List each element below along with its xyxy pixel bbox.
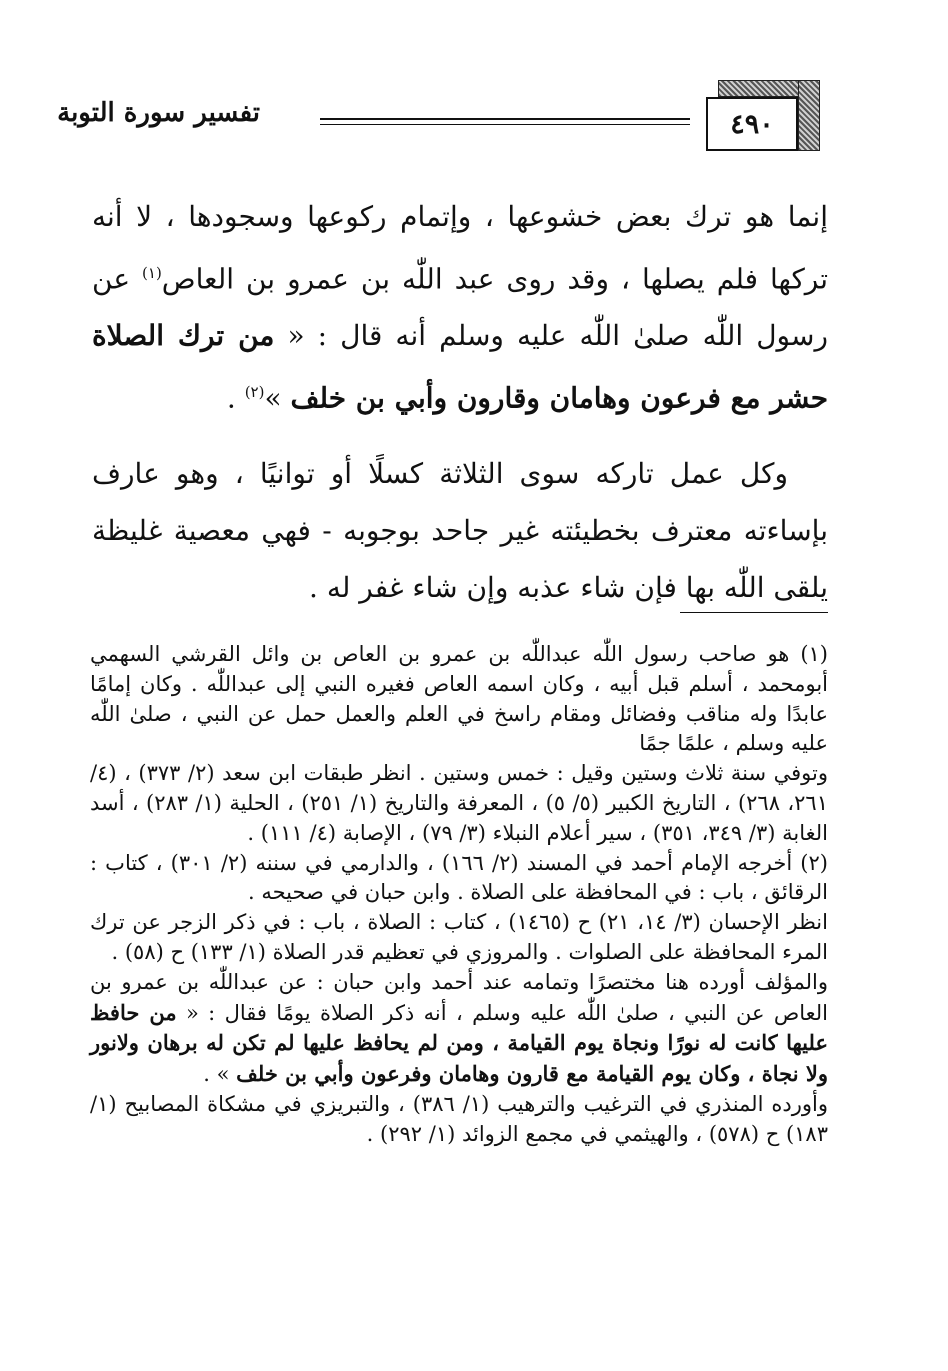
footnote-2-author-text: والمؤلف أورده هنا مختصرًا وتمامه عند أحمد وابن حبان : عن عبداللّٰه بن عمرو بن العاص عن النبي ، صلىٰ اللّٰه عليه وسلم ، أنه ذكر الصلاة يومًا فقال : « <box>90 969 828 1025</box>
running-title: تفسير سورة التوبة <box>57 98 260 128</box>
footnote-separator <box>680 612 828 613</box>
footnote-2 <box>90 849 828 1150</box>
footnote-2-author-end: » . <box>203 1062 237 1087</box>
paragraph-1 <box>92 188 828 427</box>
header-rule-thin <box>320 124 690 125</box>
footnote-ref-2: (٢) <box>244 383 265 402</box>
paragraph-1-text-c: » <box>264 381 291 415</box>
page-number-frame-shadow-right <box>798 80 820 151</box>
footnotes <box>90 640 828 1150</box>
main-text <box>92 188 828 616</box>
page-number: ٤٩٠ <box>706 97 798 151</box>
footnote-ref-1: (١) <box>142 264 162 282</box>
footnote-1 <box>90 640 828 849</box>
footnote-2-ihsan: انظر الإحسان (٣/ ١٤، ٢١) ح (١٤٦٥) ، كتاب : الصلاة ، باب : في ذكر الزجر عن ترك المرء المحافظة على الصلوات . والمروزي في تعظيم قدر الصلاة (١/ ١٣٣) ح (٥٨) . <box>90 910 828 964</box>
paragraph-1-text-d: . <box>226 381 245 415</box>
footnote-1-death: وتوفي سنة ثلاث وستين وقيل : خمس وستين . انظر طبقات ابن سعد (٢/ ٣٧٣) ، (٤/ ٢٦١، ٢٦٨) ، التاريخ الكبير (٥/ ٥) ، المعرفة والتاريخ (١/ ٢٥١) ، الحلية (١/ ٢٨٣) ، أسد الغابة (٣/ ٣٤٩، ٣٥١) ، سير أعلام النبلاء (٣/ ٧٩) ، الإصابة (٤/ ١١١) . <box>90 761 828 845</box>
footnote-2-hadith-full: من حافظ عليها كانت له نورًا ونجاة يوم القيامة ، ومن لم يحافظ عليها لم تكن له برهان ولانور ولا نجاة ، وكان يوم القيامة مع قارون وهامان وفرعون وأبي بن خلف <box>90 999 828 1087</box>
footnote-2-sources: (٢) أخرجه الإمام أحمد في المسند (٢/ ١٦٦) ، والدارمي في سننه (٢/ ٣٠١) ، كتاب : الرقائق ، باب : في المحافظة على الصلاة . وابن حبان في صحيحه . <box>90 850 828 905</box>
paragraph-2: وكل عمل تاركه سوى الثلاثة كسلًا أو توانيًا ، وهو عارف بإساءته معترف بخطيئته غير جاحد بوجوبه - فهي معصية غليظة يلقى اللّٰه بها فإن شاء عذبه وإن شاء غفر له . <box>92 456 828 604</box>
paragraph-1-text-a: إنما هو ترك بعض خشوعها ، وإتمام ركوعها وسجودها ، لا أنه تركها فلم يصلها ، وقد روى عبد اللّٰه بن عمرو بن العاص <box>92 200 829 296</box>
hadith-quote: من ترك الصلاة حشر مع فرعون وهامان وقارون وأبي بن خلف <box>92 319 828 415</box>
header-rule-thick <box>320 118 690 120</box>
footnote-2-mundhiri: وأورده المنذري في الترغيب والترهيب (١/ ٣٨٦) ، والتبريزي في مشكاة المصابيح (١/ ١٨٣) ح (٥٧٨) ، والهيثمي في مجمع الزوائد (١/ ٢٩٢) . <box>90 1091 828 1146</box>
page-header <box>0 0 948 160</box>
footnote-2-author-note <box>90 968 828 1090</box>
footnote-1-bio: (١) هو صاحب رسول اللّٰه عبداللّٰه بن عمرو بن العاص بن وائل القرشي السهمي أبومحمد ، أسلم قبل أبيه ، وكان اسمه العاص فغيره النبي إلى عبداللّٰه . وكان إمامًا عابدًا وله مناقب وفضائل ومقام راسخ في العلم والعمل حمل عن النبي ، صلىٰ اللّٰه عليه وسلم ، علمًا جمًا <box>90 642 828 756</box>
paragraph-1-text-b: عن رسول اللّٰه صلىٰ اللّٰه عليه وسلم أنه قال : « <box>92 262 828 353</box>
